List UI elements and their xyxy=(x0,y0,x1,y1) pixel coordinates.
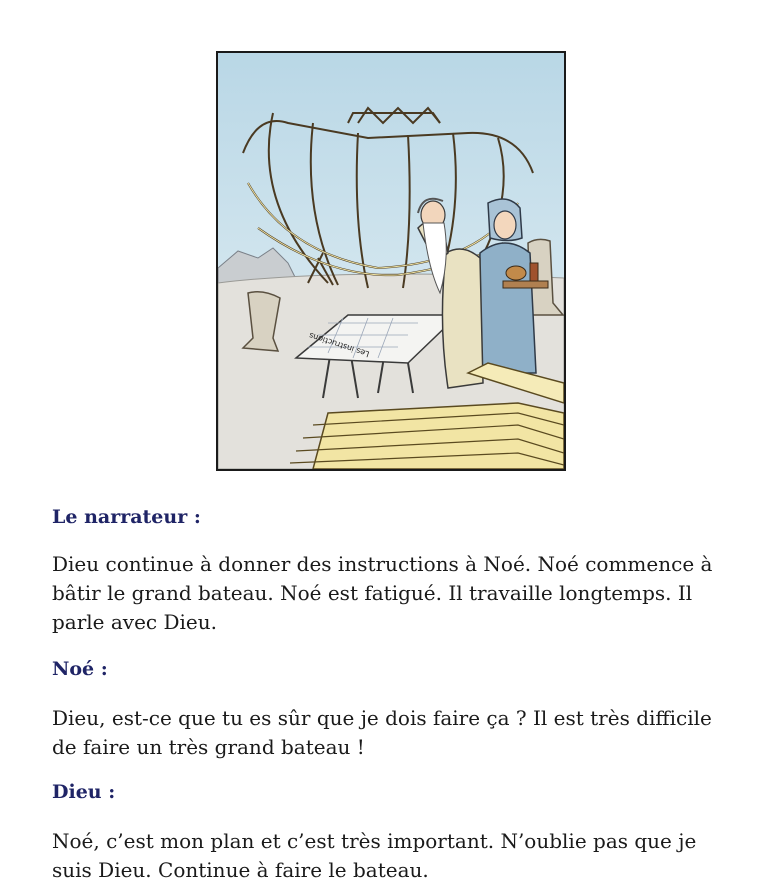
narrator-text: Dieu continue à donner des instructions à Noé. Noé commence à bâtir le grand bateau. Noé est fatigué. Il travaille longtemps. Il parle avec Dieu. xyxy=(52,552,713,634)
dialogue-section xyxy=(52,504,732,885)
scroll-label: Les instructions xyxy=(307,330,371,359)
speaker-noah: Noé : xyxy=(52,658,108,680)
ark-scene-svg xyxy=(218,53,564,469)
ark-illustration xyxy=(216,51,566,471)
speaker-narrator: Le narrateur : xyxy=(52,506,201,528)
speaker-god: Dieu : xyxy=(52,781,116,803)
noah-text: Dieu, est-ce que tu es sûr que je dois faire ça ? Il est très difficile de faire un très grand bateau ! xyxy=(52,706,712,759)
god-text: Noé, c’est mon plan et c’est très important. N’oublie pas que je suis Dieu. Continue à faire le bateau. xyxy=(52,829,697,882)
